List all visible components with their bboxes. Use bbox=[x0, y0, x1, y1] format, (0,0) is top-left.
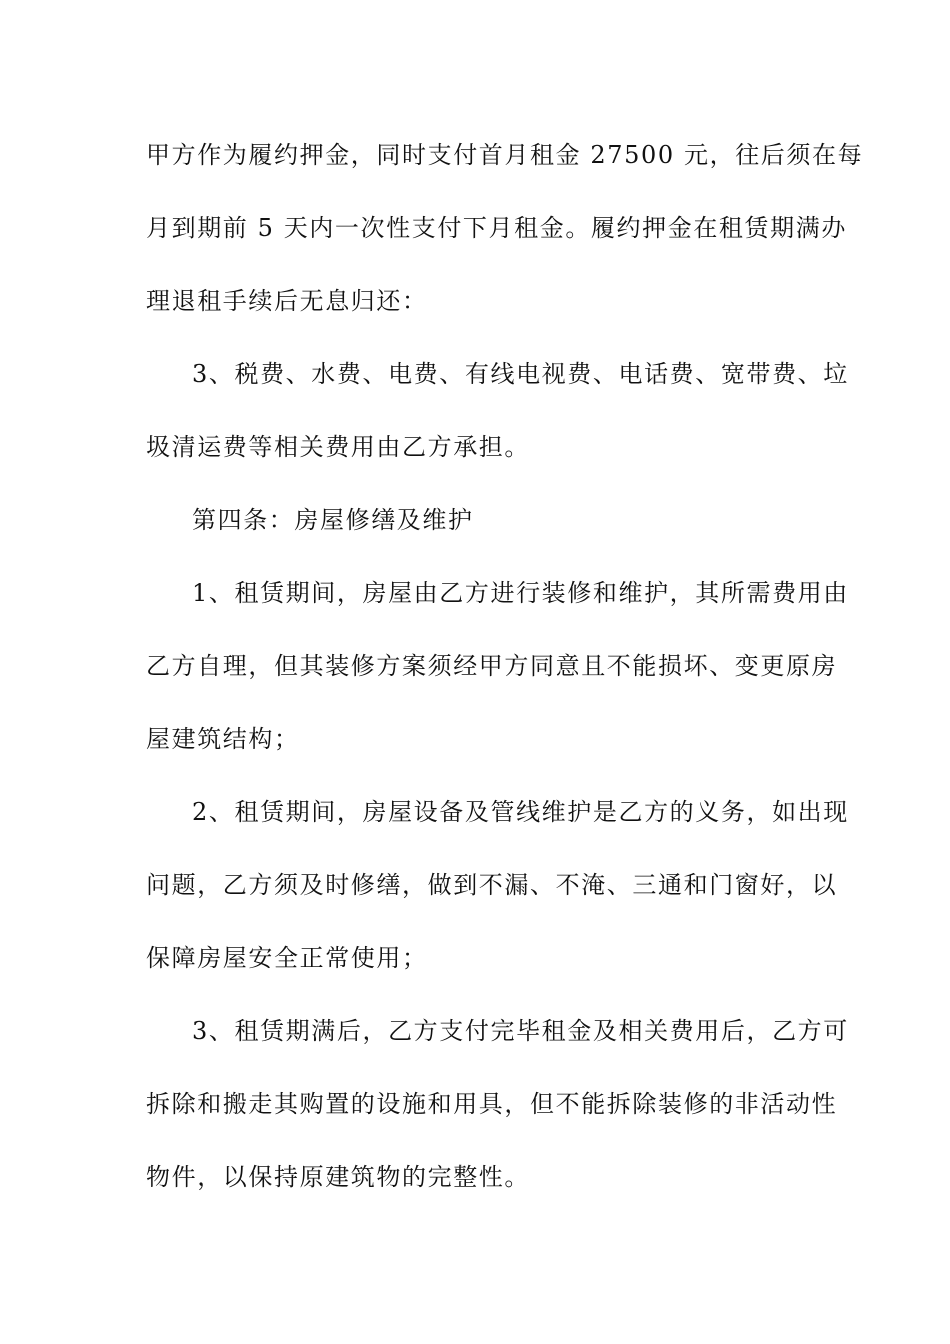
text-line: 拆除和搬走其购置的设施和用具，但不能拆除装修的非活动性 bbox=[146, 1090, 838, 1118]
clause-3-line: 3、租赁期满后，乙方支付完毕租金及相关费用后，乙方可 bbox=[192, 1017, 849, 1045]
text-line: 物件，以保持原建筑物的完整性。 bbox=[146, 1163, 530, 1191]
clause-1-line: 1、租赁期间，房屋由乙方进行装修和维护，其所需费用由 bbox=[192, 579, 849, 607]
text-line: 乙方自理，但其装修方案须经甲方同意且不能损坏、变更原房 bbox=[146, 652, 838, 680]
text-line: 保障房屋安全正常使用； bbox=[146, 944, 428, 972]
text-line: 理退租手续后无息归还： bbox=[146, 287, 428, 315]
document-body bbox=[146, 128, 864, 1223]
clause-3-line: 3、税费、水费、电费、有线电视费、电话费、宽带费、垃 bbox=[192, 360, 849, 388]
article-4-heading: 第四条：房屋修缮及维护 bbox=[192, 506, 474, 534]
text-line: 屋建筑结构； bbox=[146, 725, 300, 753]
text-line: 月到期前 5 天内一次性支付下月租金。履约押金在租赁期满办 bbox=[146, 214, 847, 242]
text-line: 甲方作为履约押金，同时支付首月租金 27500 元，往后须在每 bbox=[146, 141, 864, 169]
clause-2-line: 2、租赁期间，房屋设备及管线维护是乙方的义务，如出现 bbox=[192, 798, 849, 826]
text-line: 圾清运费等相关费用由乙方承担。 bbox=[146, 433, 530, 461]
text-line: 问题，乙方须及时修缮，做到不漏、不淹、三通和门窗好，以 bbox=[146, 871, 838, 899]
